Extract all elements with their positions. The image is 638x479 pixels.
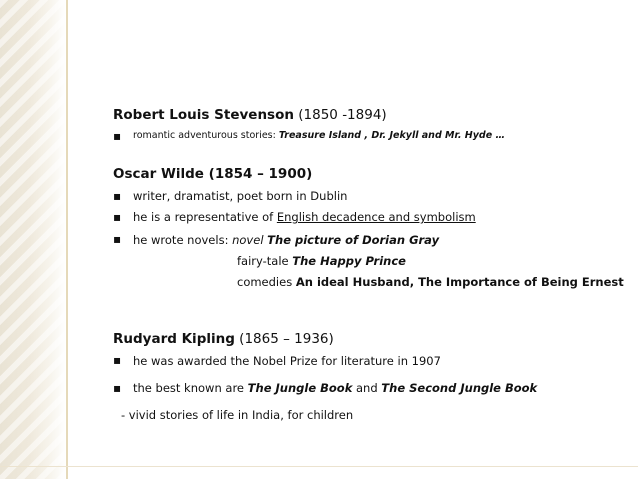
decorative-left-band xyxy=(0,0,66,479)
wilde-decadence-link[interactable]: English decadence and symbolism xyxy=(276,210,476,224)
kipling-name: Rudyard Kipling xyxy=(113,331,235,347)
wilde-comedies-line xyxy=(237,277,624,289)
decorative-bottom-line xyxy=(0,466,638,467)
wilde-comedies-label: comedies xyxy=(237,275,296,289)
kipling-bullet-1: he was awarded the Nobel Prize for literature in 1907 xyxy=(133,354,441,368)
square-bullet-icon: ▪ xyxy=(113,353,122,367)
kipling-bullet-2-prefix: the best known are xyxy=(133,381,248,395)
stevenson-years: (1850 -1894) xyxy=(293,107,387,123)
wilde-fairy-title: The Happy Prince xyxy=(292,254,406,268)
wilde-bullet-1: writer, dramatist, poet born in Dublin xyxy=(133,189,348,203)
stevenson-heading xyxy=(113,109,387,123)
stevenson-bullet xyxy=(133,131,505,141)
wilde-comedies-titles: An ideal Husband, The Importance of Being Ernest xyxy=(295,275,624,289)
wilde-bullet-3-prefix: he wrote novels: xyxy=(133,233,233,247)
square-bullet-icon: ▪ xyxy=(113,232,122,246)
square-bullet-icon: ▪ xyxy=(113,129,122,143)
decorative-vertical-line xyxy=(66,0,68,479)
square-bullet-icon: ▪ xyxy=(113,210,122,224)
kipling-bullet-2 xyxy=(133,383,537,395)
stevenson-name: Robert Louis Stevenson xyxy=(113,107,294,123)
wilde-bullet-3 xyxy=(133,235,439,247)
wilde-novel-title: The picture of Dorian Gray xyxy=(267,233,440,247)
square-bullet-icon: ▪ xyxy=(113,381,122,395)
stevenson-bullet-prefix: romantic adventurous stories: xyxy=(133,130,279,141)
kipling-note: - vivid stories of life in India, for children xyxy=(121,408,354,422)
wilde-fairy-tale-line xyxy=(237,256,406,268)
wilde-novel-label: novel xyxy=(232,233,268,247)
wilde-bullet-2 xyxy=(133,212,476,224)
kipling-title-2: The Second Jungle Book xyxy=(381,381,538,395)
wilde-fairy-label: fairy-tale xyxy=(237,254,293,268)
wilde-heading: Oscar Wilde (1854 – 1900) xyxy=(113,166,313,182)
kipling-heading xyxy=(113,333,334,347)
stevenson-works: Treasure Island , Dr. Jekyll and Mr. Hyde … xyxy=(278,130,505,141)
wilde-bullet-2-prefix: he is a representative of xyxy=(133,210,277,224)
kipling-title-1: The Jungle Book xyxy=(247,381,353,395)
kipling-bullet-2-mid: and xyxy=(352,381,382,395)
kipling-years: (1865 – 1936) xyxy=(234,331,334,347)
square-bullet-icon: ▪ xyxy=(113,189,122,203)
